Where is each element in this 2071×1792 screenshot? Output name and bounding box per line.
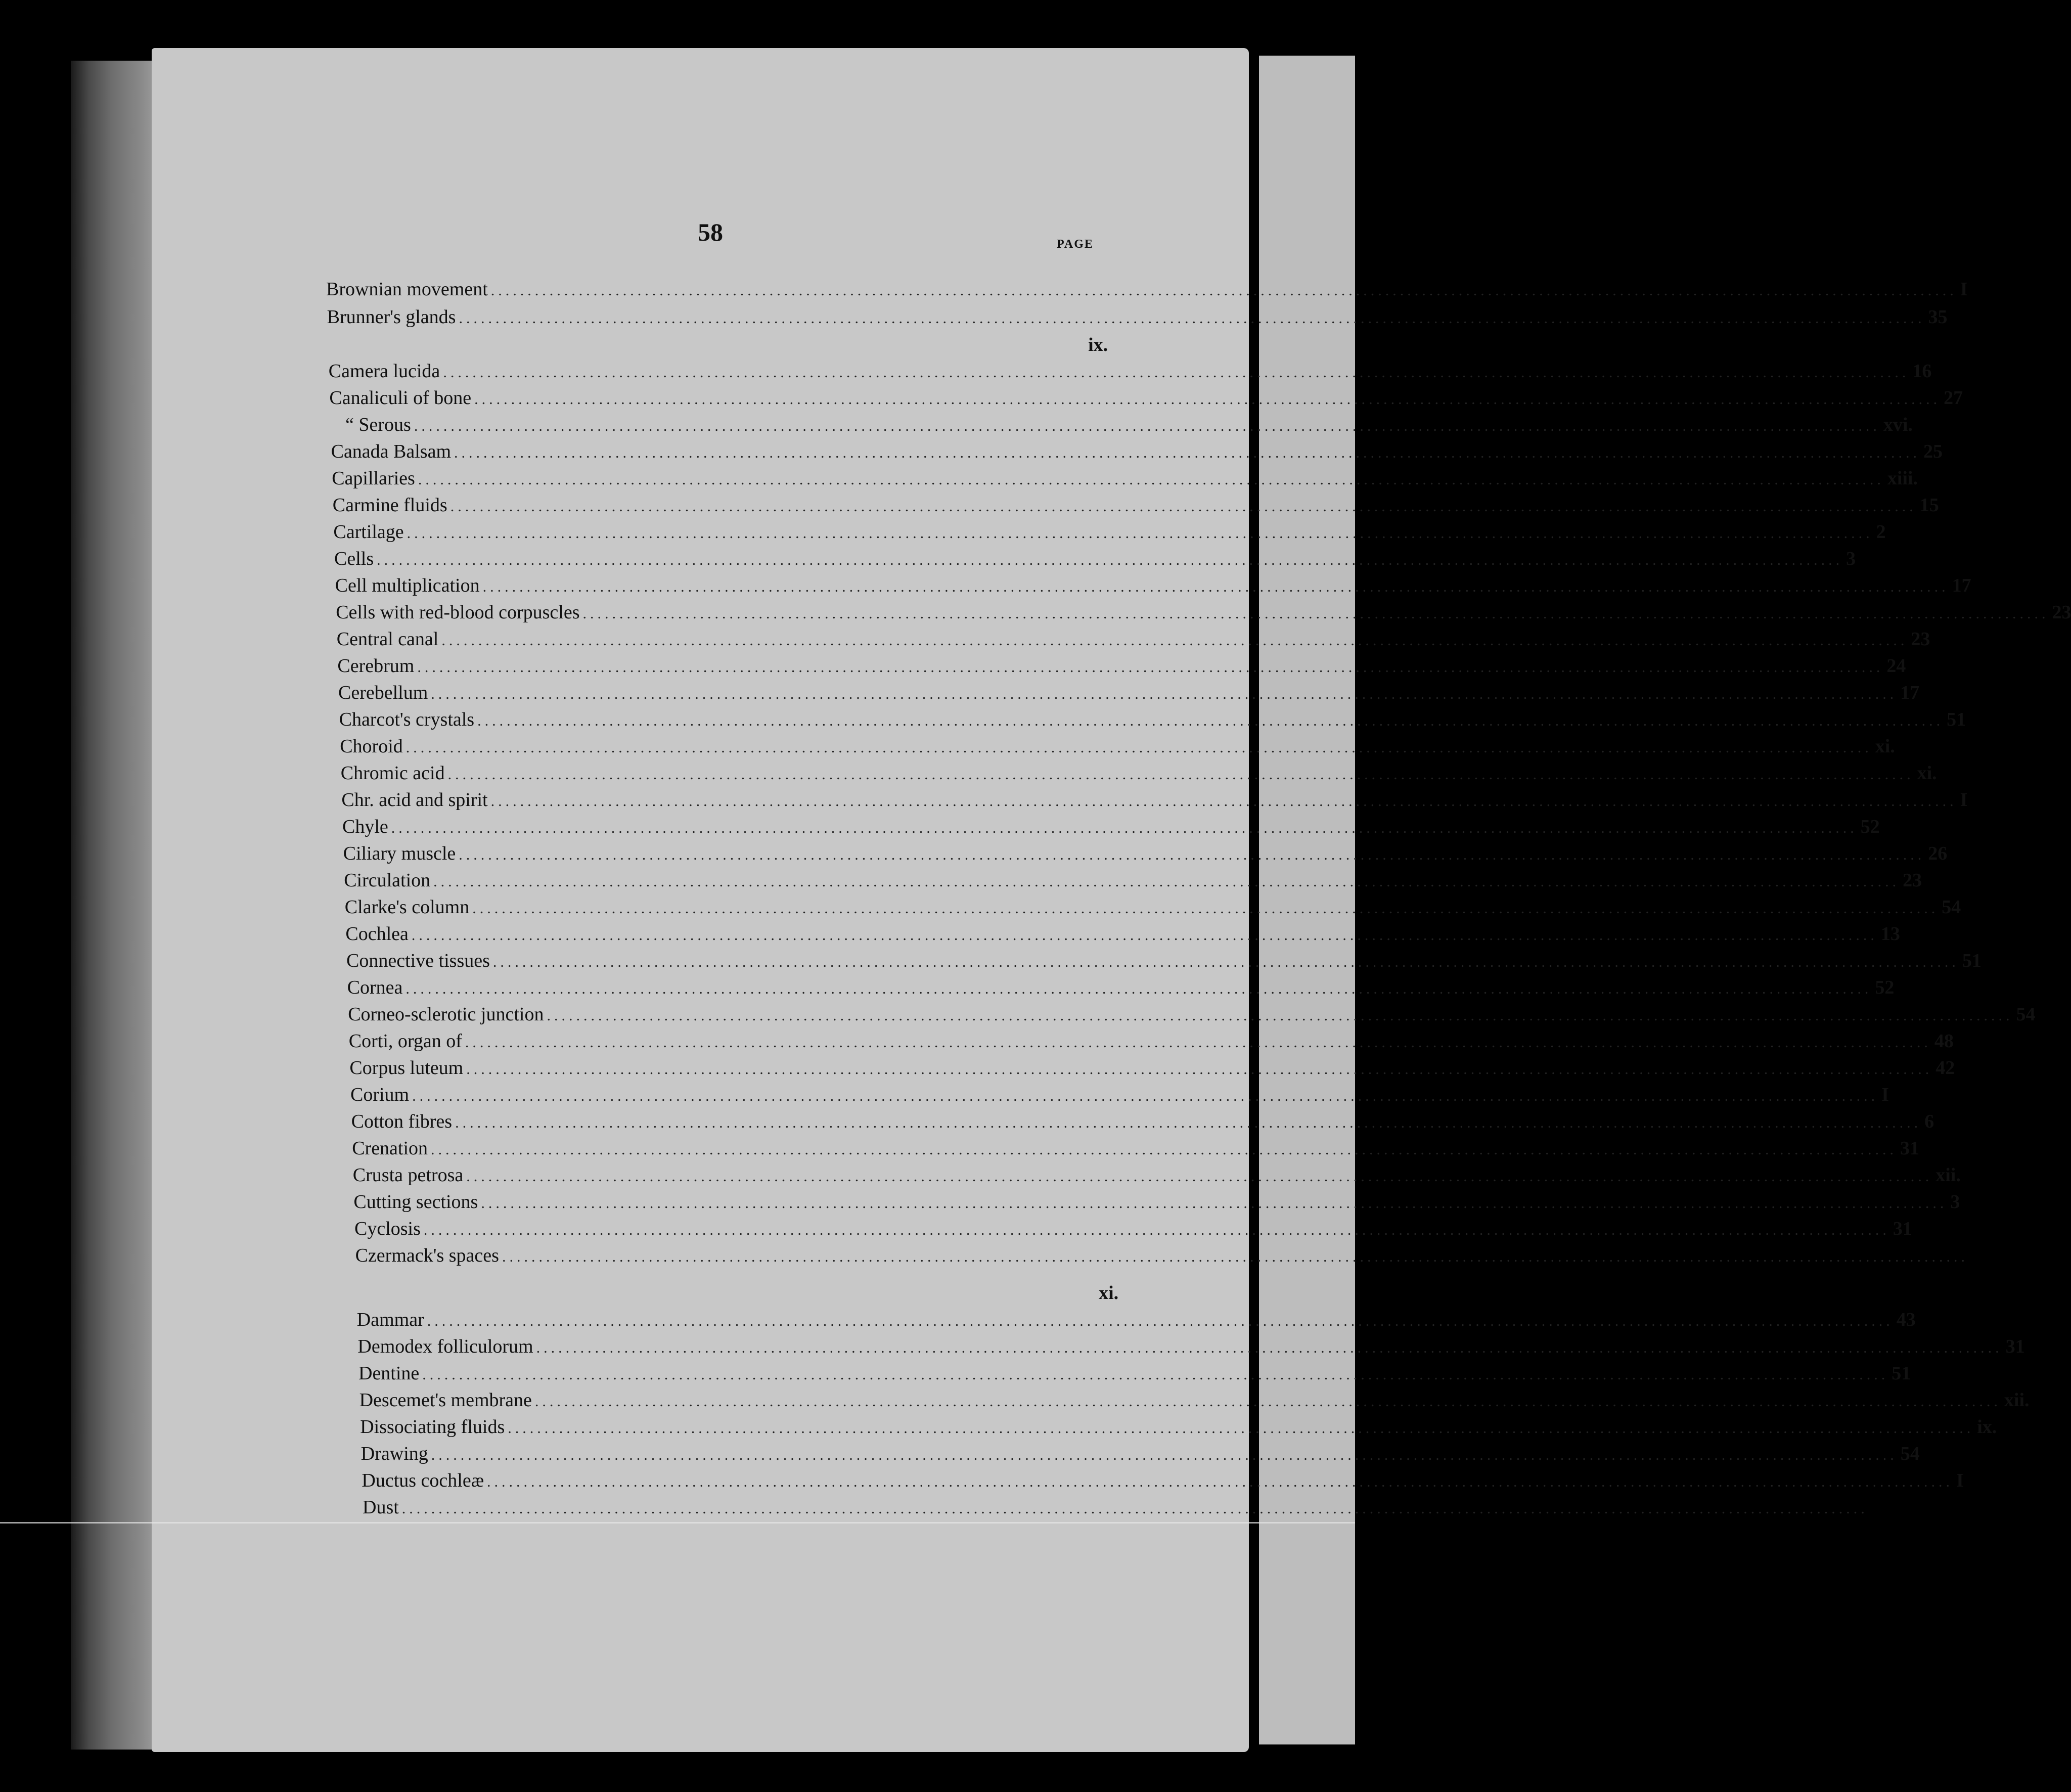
index-page-ref: 13	[1880, 923, 1900, 945]
page-number: 58	[698, 218, 723, 246]
index-entry	[361, 1443, 1920, 1470]
index-entry	[340, 762, 1937, 789]
leader-dots: ........................................................................................................................................................................................................	[412, 1088, 1879, 1104]
index-term: Chromic acid	[340, 763, 445, 784]
index-entry	[327, 306, 1948, 333]
index-term: Dust	[363, 1497, 399, 1518]
index-term: Drawing	[361, 1443, 428, 1464]
index-page-ref: 52	[1860, 816, 1880, 837]
index-page-ref: 17	[1952, 575, 1971, 596]
index-page-ref: xvi.	[1883, 414, 1913, 435]
index-entry	[356, 1282, 1118, 1309]
index-term: Dammar	[356, 1309, 424, 1330]
leader-dots: ........................................................................................................................................................................................................	[487, 1473, 1954, 1490]
index-entry	[350, 1084, 1889, 1111]
leader-dots: ........................................................................................................................................................................................................	[536, 1339, 2003, 1356]
index-page-ref: I	[1881, 1084, 1889, 1105]
index-page-ref: 51	[1962, 950, 1982, 971]
index-term: Canada Balsam	[331, 441, 452, 462]
index-entry	[342, 816, 1880, 843]
index-page-ref: 23	[2052, 602, 2071, 623]
index-page-ref: xi.	[1875, 736, 1895, 757]
index-page-ref: 25	[1923, 441, 1943, 462]
leader-dots: ........................................................................................................................................................................................................	[455, 1114, 1922, 1131]
index-entry	[336, 628, 1930, 655]
index-entry	[357, 1335, 2025, 1363]
index-page-ref: 31	[2005, 1336, 2025, 1357]
index-page-ref: I	[1956, 1470, 1964, 1491]
index-entry	[338, 682, 1920, 709]
leader-dots: ........................................................................................................................................................................................................	[427, 1313, 1894, 1329]
index-entry	[352, 1137, 1920, 1164]
index-page-ref: 3	[1950, 1191, 1960, 1213]
index-page-ref: 54	[2016, 1004, 2036, 1025]
index-entry	[349, 1057, 1955, 1084]
leader-dots: ........................................................................................................................................................................................................	[466, 1061, 1933, 1078]
index-entry	[353, 1191, 1960, 1218]
index-term: Cochlea	[345, 923, 409, 945]
leader-dots: ........................................................................................................................................................................................................	[472, 900, 1939, 917]
index-page-ref: 48	[1934, 1031, 1954, 1052]
index-term: Choroid	[340, 736, 403, 757]
index-page-ref: 3	[1846, 548, 1856, 569]
index-entry	[334, 548, 1856, 575]
index-page-ref: 54	[1942, 897, 1961, 918]
index-term: Chyle	[342, 816, 388, 837]
leader-dots: ........................................................................................................................................................................................................	[465, 1034, 1931, 1051]
index-page-ref: 23	[1911, 629, 1930, 650]
leader-dots: ........................................................................................................................................................................................................	[447, 766, 1914, 783]
index-entry	[340, 735, 1895, 763]
index-term: Charcot's crystals	[339, 709, 475, 730]
index-page-ref: 23	[1903, 870, 1922, 891]
index-page-ref: 52	[1875, 977, 1895, 998]
index-entry	[348, 1030, 1954, 1057]
index-page-ref: 31	[1900, 1138, 1920, 1159]
leader-dots: ........................................................................................................................................................................................................	[547, 1007, 2013, 1024]
index-entry	[326, 278, 1968, 305]
index-term: Circulation	[344, 870, 431, 891]
leader-dots: ........................................................................................................................................................................................................	[431, 686, 1898, 702]
index-page-ref: 27	[1944, 387, 1963, 409]
index-page-ref: 16	[1912, 361, 1932, 382]
index-term: Corpus luteum	[349, 1057, 464, 1079]
index-entry	[351, 1110, 1934, 1138]
index-term: Clarke's column	[344, 897, 470, 918]
index-entry	[362, 1469, 1964, 1497]
index-term: Brownian movement	[326, 279, 488, 300]
index-page-ref: 24	[1886, 655, 1906, 677]
index-term: Crenation	[352, 1138, 428, 1159]
index-entry	[337, 655, 1906, 682]
index-entry	[355, 1244, 1968, 1272]
index-term: Corium	[350, 1084, 410, 1105]
index-term: Cerebrum	[337, 655, 415, 677]
index-term: Carmine fluids	[332, 495, 447, 516]
index-term: Cyclosis	[354, 1218, 421, 1239]
page-column-heading: PAGE	[1057, 238, 1094, 251]
index-term: Chr. acid and spirit	[341, 789, 488, 811]
leader-dots: ........................................................................................................................................................................................................	[377, 552, 1843, 568]
leader-dots: ........................................................................................................................................................................................................	[406, 980, 1872, 997]
index-entry	[329, 387, 1963, 414]
index-term: Cornea	[347, 977, 403, 998]
index-entry	[352, 1164, 1961, 1191]
index-term: Demodex folliculorum	[357, 1336, 533, 1357]
index-entry	[328, 360, 1932, 387]
index-page-ref: I	[1960, 279, 1968, 300]
leader-dots: ........................................................................................................................................................................................................	[508, 1420, 1974, 1437]
index-term: Central canal	[336, 629, 439, 650]
index-entry	[333, 521, 1886, 548]
leader-dots: ........................................................................................................................................................................................................	[474, 391, 1941, 408]
index-term: Ciliary muscle	[343, 843, 456, 864]
index-page-ref: ix.	[1088, 334, 1108, 355]
index-page-ref: 15	[1919, 495, 1939, 516]
leader-dots: ........................................................................................................................................................................................................	[582, 605, 2049, 622]
leader-dots: ........................................................................................................................................................................................................	[490, 793, 1957, 810]
index-term: Cell multiplication	[335, 575, 480, 596]
leader-dots: ........................................................................................................................................................................................................	[422, 1366, 1889, 1383]
index-page-ref: 51	[1892, 1363, 1911, 1384]
index-term: Dentine	[358, 1363, 420, 1384]
index-term: Brunner's glands	[327, 306, 456, 328]
index-term: Cerebellum	[338, 682, 428, 703]
index-term: Canaliculi of bone	[329, 387, 472, 409]
leader-dots: ........................................................................................................................................................................................................	[481, 1195, 1948, 1212]
leader-dots: ........................................................................................................................................................................................................	[482, 578, 1949, 595]
index-entry	[356, 1309, 1916, 1336]
index-term: Cells	[334, 548, 374, 569]
leader-dots: ........................................................................................................................................................................................................	[401, 1500, 1868, 1517]
index-term: “ Serous	[345, 414, 411, 435]
index-page-ref: 31	[1893, 1218, 1912, 1239]
index-page-ref: xi.	[1917, 763, 1937, 784]
leader-dots: ........................................................................................................................................................................................................	[534, 1393, 2001, 1410]
leader-dots: ........................................................................................................................................................................................................	[441, 632, 1908, 649]
leader-dots: ........................................................................................................................................................................................................	[431, 1141, 1898, 1158]
index-term: Capillaries	[332, 468, 415, 489]
index-term: Crusta petrosa	[352, 1164, 464, 1186]
index-page-ref: 17	[1900, 682, 1920, 703]
index-page-ref: 26	[1928, 843, 1948, 864]
index-page-ref: 54	[1900, 1443, 1920, 1464]
index-term: Cutting sections	[353, 1191, 478, 1213]
index-page-ref: xiii.	[1887, 468, 1918, 489]
index-entry	[354, 1218, 1912, 1245]
index-entry	[336, 601, 2071, 629]
index-page-ref: 43	[1896, 1309, 1916, 1330]
index-entry	[332, 494, 1939, 521]
leader-dots: ........................................................................................................................................................................................................	[431, 1447, 1898, 1463]
leader-dots: ........................................................................................................................................................................................................	[414, 418, 1880, 434]
leader-dots: ........................................................................................................................................................................................................	[490, 282, 1957, 299]
index-entry	[345, 923, 1900, 950]
index-entry	[347, 976, 1895, 1004]
index-entry	[358, 1362, 1911, 1390]
index-term: Dissociating fluids	[360, 1416, 505, 1438]
index-entry	[359, 1389, 2030, 1416]
leader-dots: ........................................................................................................................................................................................................	[459, 310, 1925, 327]
index-entry	[360, 1416, 1997, 1443]
index-page-ref: xii.	[1935, 1164, 1961, 1186]
index-entry	[335, 574, 1971, 602]
index-term: Cartilage	[333, 521, 404, 543]
leader-dots: ........................................................................................................................................................................................................	[492, 954, 1959, 970]
index-page-ref: 2	[1876, 521, 1886, 543]
index-term: Camera lucida	[328, 361, 440, 382]
leader-dots: ........................................................................................................................................................................................................	[423, 1222, 1890, 1238]
index-page-ref: xi.	[1099, 1282, 1119, 1304]
leader-dots: ........................................................................................................................................................................................................	[443, 364, 1910, 381]
index-entry	[339, 708, 1966, 736]
index-term: Ductus cochleæ	[362, 1470, 484, 1491]
index-entry	[341, 789, 1968, 816]
leader-dots: ........................................................................................................................................................................................................	[433, 873, 1900, 890]
index-entry	[344, 896, 1961, 923]
leader-dots: ........................................................................................................................................................................................................	[418, 471, 1884, 488]
leader-dots: ........................................................................................................................................................................................................	[406, 739, 1872, 756]
index-entry	[344, 869, 1922, 897]
leader-dots: ........................................................................................................................................................................................................	[459, 846, 1925, 863]
leader-dots: ........................................................................................................................................................................................................	[466, 1168, 1933, 1185]
index-page-ref: 51	[1947, 709, 1966, 730]
index-page-ref: 35	[1928, 306, 1948, 328]
index-entry	[331, 440, 1943, 468]
leader-dots: ........................................................................................................................................................................................................	[417, 659, 1884, 676]
index-page-ref: 42	[1935, 1057, 1955, 1079]
index-entry	[328, 334, 1108, 361]
leader-dots: ........................................................................................................................................................................................................	[391, 820, 1858, 836]
leader-dots: ........................................................................................................................................................................................................	[502, 1248, 1968, 1265]
index-term: Connective tissues	[346, 950, 490, 971]
index-page-ref: I	[1960, 789, 1968, 811]
index-entry	[343, 842, 1948, 870]
leader-dots: ........................................................................................................................................................................................................	[450, 498, 1917, 515]
index-page-ref: ix.	[1977, 1416, 1997, 1438]
index-entry	[332, 467, 1918, 495]
index-entry	[363, 1496, 1868, 1524]
index-term: Czermack's spaces	[355, 1245, 499, 1266]
index-entry	[330, 414, 1913, 441]
index-term: Cotton fibres	[351, 1111, 453, 1132]
leader-dots: ........................................................................................................................................................................................................	[407, 525, 1873, 542]
index-term: Cells with red-blood corpuscles	[336, 602, 580, 623]
index-entry	[348, 1003, 2036, 1031]
index-page-ref: 6	[1924, 1111, 1934, 1132]
leader-dots: ........................................................................................................................................................................................................	[411, 927, 1878, 944]
index-term: Corneo-sclerotic junction	[348, 1004, 544, 1025]
index-term: Corti, organ of	[348, 1031, 462, 1052]
index-term: Descemet's membrane	[359, 1390, 532, 1411]
leader-dots: ........................................................................................................................................................................................................	[477, 712, 1944, 729]
index-page-ref: xii.	[2004, 1390, 2030, 1411]
leader-dots: ........................................................................................................................................................................................................	[454, 444, 1921, 461]
index-entry	[346, 950, 1982, 977]
